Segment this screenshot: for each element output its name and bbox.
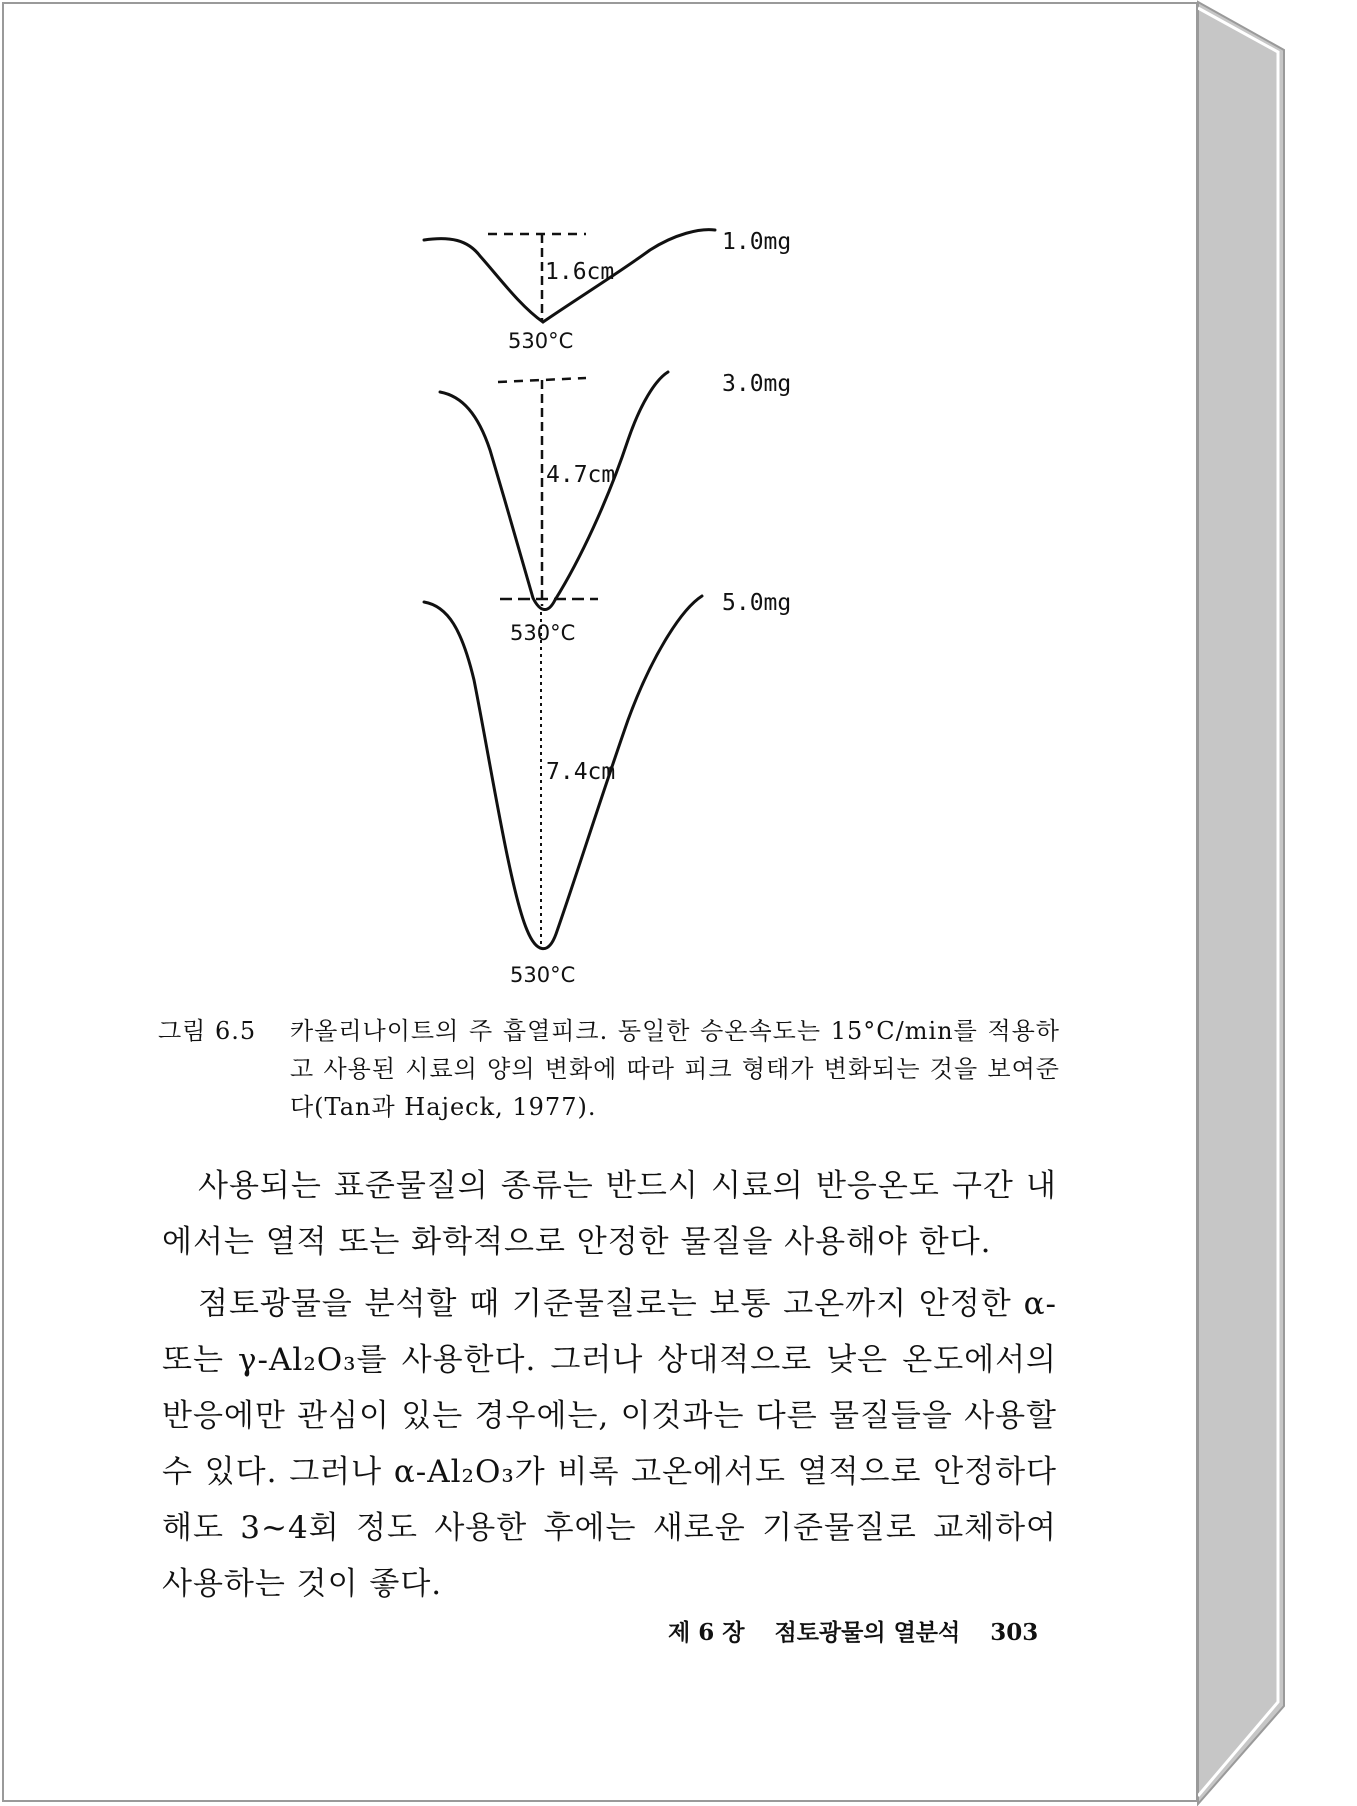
mass-label-3: 5.0mg (722, 590, 792, 616)
depth-label-2: 4.7cm (546, 462, 616, 488)
mass-label-1: 1.0mg (722, 229, 792, 255)
temp-label-2: 530°C (510, 621, 576, 645)
footer-title: 점토광물의 열분석 (774, 1619, 961, 1646)
body-text (162, 1158, 1057, 1618)
footer-chapter: 제 6 장 (668, 1619, 745, 1646)
mass-label-2: 3.0mg (722, 371, 792, 397)
caption-text: 카올리나이트의 주 흡열피크. 동일한 승온속도는 15°C/min를 적용하고 사용된 시료의 양의 변화에 따라 피크 형태가 변화되는 것을 보여준다(Tan과 Hajeck, 1977). (290, 1017, 1060, 1121)
paragraph: 사용되는 표준물질의 종류는 반드시 시료의 반응온도 구간 내에서는 열적 또는 화학적으로 안정한 물질을 사용해야 한다. (162, 1168, 1057, 1260)
depth-label-3: 7.4cm (546, 759, 616, 785)
page-footer (668, 1614, 1060, 1647)
paragraph: 점토광물을 분석할 때 기준물질로는 보통 고온까지 안정한 α-또는 γ-Al₂O₃를 사용한다. 그러나 상대적으로 낮은 온도에서의 반응에만 관심이 있는 경우에는, 이것과는 다른 물질들을 사용할 수 있다. 그러나 α-Al₂O₃가 비록 고온에서도 열적으로 안정하다 해도 3~4회 정도 사용한 후에는 새로운 기준물질로 교체하여 사용하는 것이 좋다. (162, 1286, 1057, 1602)
depth-label-1: 1.6cm (545, 259, 615, 285)
temp-label-1: 530°C (508, 329, 574, 353)
page-number: 303 (990, 1619, 1039, 1646)
peak-curve-2 (440, 372, 668, 610)
caption-label: 그림 6.5 (158, 1017, 257, 1045)
temp-label-3: 530°C (510, 963, 576, 987)
